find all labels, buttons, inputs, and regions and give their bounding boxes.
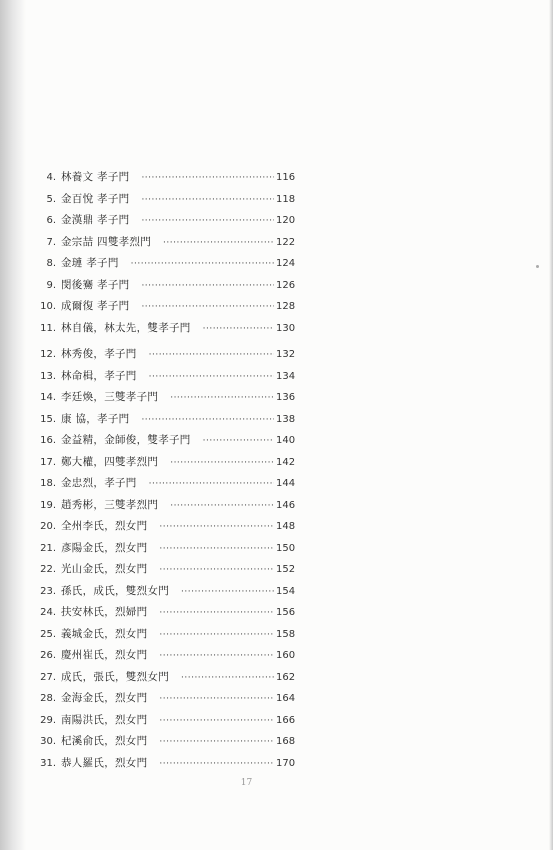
dot-leader	[159, 565, 274, 575]
toc-entry	[30, 647, 300, 669]
toc-entry	[30, 212, 300, 234]
toc-entry-number: 12.	[40, 349, 56, 360]
dot-leader	[141, 302, 274, 312]
toc-entry-number: 31.	[40, 757, 56, 769]
toc-entry-title: 成爾復 孝子門	[61, 300, 130, 312]
toc-entry	[30, 497, 300, 519]
toc-entry-title: 扶安林氏，烈婦門	[61, 606, 148, 618]
toc-entry	[30, 346, 300, 368]
dot-leader	[141, 415, 274, 425]
toc-entry-number: 29.	[40, 714, 56, 726]
toc-entry-number: 13.	[40, 370, 56, 382]
toc-entry-number: 23.	[40, 585, 56, 597]
toc-entry-title: 南陽洪氏，烈女門	[61, 713, 148, 726]
toc-entry-title: 恭人羅氏，烈女門	[61, 756, 148, 769]
dot-leader	[163, 238, 274, 248]
toc-entry-title: 成氏，張氏，雙烈女門	[61, 670, 169, 683]
toc-entry-page: 168	[276, 736, 296, 747]
toc-entry-page: 156	[276, 607, 296, 618]
toc-entry	[30, 389, 300, 411]
toc-entry	[30, 690, 300, 712]
toc-entry-title: 金忠烈，孝子門	[61, 477, 137, 489]
toc-entry	[30, 755, 300, 777]
toc-entry-page: 134	[276, 370, 296, 382]
dot-leader	[159, 544, 274, 554]
dot-leader	[159, 759, 274, 769]
dot-leader	[141, 173, 274, 183]
toc-entry	[30, 169, 300, 191]
dot-leader	[141, 281, 274, 291]
toc-entry-page: 130	[276, 322, 296, 334]
toc-entry-number: 15.	[40, 413, 56, 425]
toc-entry	[30, 475, 300, 497]
toc-entry	[30, 298, 300, 320]
toc-entry-page: 122	[276, 236, 296, 248]
dot-leader	[159, 608, 274, 618]
page-edge-shadow	[549, 0, 553, 850]
toc-entry-page: 116	[276, 172, 296, 183]
dot-leader	[159, 716, 274, 726]
toc-entry-page: 160	[276, 650, 296, 661]
toc-entry-title: 義城金氏，烈女門	[61, 627, 148, 640]
toc-entry	[30, 255, 300, 277]
dot-leader	[159, 694, 274, 704]
toc-entry-page: 132	[276, 349, 296, 360]
toc-entry	[30, 712, 300, 734]
toc-entry-page: 148	[276, 521, 296, 532]
toc-entry-page: 126	[276, 279, 296, 291]
dot-leader	[170, 458, 274, 468]
toc-entry-title: 金海金氏，烈女門	[61, 692, 148, 704]
toc-entry-title: 林秀俊，孝子門	[61, 348, 137, 360]
toc-entry-number: 26.	[40, 650, 56, 661]
toc-entry-number: 14.	[40, 392, 56, 403]
dot-leader	[181, 673, 274, 683]
dot-leader	[181, 587, 274, 597]
toc-entry-title: 趙秀彬，三雙孝烈門	[61, 498, 159, 511]
toc-entry-title: 慶州崔氏，烈女門	[61, 649, 148, 661]
toc-entry-title: 孫氏，成氏，雙烈女門	[61, 584, 169, 597]
toc-entry-number: 7.	[46, 236, 56, 248]
toc-entry-number: 16.	[40, 435, 56, 446]
page-number: 17	[240, 778, 253, 788]
toc-entry	[30, 277, 300, 299]
scan-speck	[536, 265, 539, 268]
toc-entry-title: 金宗喆 四雙孝烈門	[61, 235, 152, 248]
toc-entry	[30, 411, 300, 433]
toc-entry-page: 150	[276, 542, 296, 554]
toc-entry	[30, 368, 300, 390]
toc-entry-page: 136	[276, 392, 296, 403]
toc-entry	[30, 454, 300, 476]
toc-entry-page: 154	[276, 585, 296, 597]
toc-entry	[30, 191, 300, 213]
toc-entry	[30, 583, 300, 605]
dot-leader	[159, 522, 274, 532]
toc-entry-title: 李廷煥，三雙孝子門	[61, 391, 159, 403]
toc-entry-page: 162	[276, 671, 296, 683]
dot-leader	[141, 195, 274, 205]
toc-entry	[30, 733, 300, 755]
toc-entry-title: 閔後騫 孝子門	[61, 278, 130, 291]
toc-entry-number: 8.	[46, 258, 56, 269]
toc-entry-page: 128	[276, 301, 296, 312]
toc-entry-page: 158	[276, 628, 296, 640]
toc-entry-title: 金漢鼎 孝子門	[61, 214, 130, 226]
toc-entry-number: 11.	[40, 322, 56, 334]
toc-entry	[30, 604, 300, 626]
toc-entry-title: 光山金氏，烈女門	[61, 563, 148, 575]
page-gutter-shadow	[0, 0, 26, 850]
toc-entry-page: 140	[276, 435, 296, 446]
toc-entry-page: 124	[276, 258, 296, 269]
toc-entry-number: 20.	[40, 521, 56, 532]
toc-entry-title: 鄭大權，四雙孝烈門	[61, 455, 159, 468]
toc-entry-number: 9.	[46, 279, 56, 291]
table-of-contents	[30, 169, 300, 776]
toc-entry	[30, 669, 300, 691]
toc-entry-title: 林命楫，孝子門	[61, 369, 137, 382]
toc-entry	[30, 320, 300, 342]
dot-leader	[170, 393, 274, 403]
toc-entry	[30, 518, 300, 540]
dot-leader	[170, 501, 274, 511]
toc-entry-number: 10.	[40, 301, 56, 312]
toc-entry-title: 林自儀，林太先，雙孝子門	[61, 321, 191, 334]
toc-entry-number: 21.	[40, 542, 56, 554]
dot-leader	[203, 436, 274, 446]
toc-entry-title: 康 協，孝子門	[61, 412, 130, 425]
toc-entry	[30, 561, 300, 583]
toc-entry-number: 27.	[40, 671, 56, 683]
dot-leader	[149, 479, 274, 489]
toc-entry-title: 金益精，金師俊，雙孝子門	[61, 434, 191, 446]
toc-entry-page: 138	[276, 413, 296, 425]
toc-entry-page: 166	[276, 714, 296, 726]
toc-entry-page: 146	[276, 499, 296, 511]
toc-entry-number: 25.	[40, 628, 56, 640]
toc-entry-title: 杞溪俞氏，烈女門	[61, 735, 148, 747]
toc-entry-number: 22.	[40, 564, 56, 575]
toc-entry-page: 118	[276, 193, 296, 205]
dot-leader	[149, 372, 274, 382]
toc-entry-number: 5.	[46, 193, 56, 205]
toc-entry-page: 170	[276, 757, 296, 769]
dot-leader	[203, 324, 274, 334]
toc-entry-page: 152	[276, 564, 296, 575]
toc-entry	[30, 432, 300, 454]
toc-entry-number: 19.	[40, 499, 56, 511]
toc-entry	[30, 626, 300, 648]
toc-entry-number: 28.	[40, 693, 56, 704]
dot-leader	[131, 259, 274, 269]
toc-entry-number: 24.	[40, 607, 56, 618]
toc-entry-title: 林養文 孝子門	[61, 171, 130, 183]
dot-leader	[141, 216, 274, 226]
toc-entry-title: 金璉 孝子門	[61, 257, 119, 269]
dot-leader	[159, 630, 274, 640]
toc-entry-page: 120	[276, 215, 296, 226]
dot-leader	[159, 651, 274, 661]
toc-entry-number: 30.	[40, 736, 56, 747]
toc-entry-title: 全州李氏，烈女門	[61, 520, 148, 532]
toc-entry-number: 18.	[40, 478, 56, 489]
dot-leader	[149, 350, 274, 360]
toc-entry-page: 142	[276, 456, 296, 468]
toc-entry-title: 金百悅 孝子門	[61, 192, 130, 205]
toc-entry-title: 彥陽金氏，烈女門	[61, 541, 148, 554]
toc-entry-page: 144	[276, 478, 296, 489]
toc-entry-number: 17.	[40, 456, 56, 468]
toc-entry-number: 6.	[46, 215, 56, 226]
toc-entry-page: 164	[276, 693, 296, 704]
toc-entry-number: 4.	[46, 172, 56, 183]
toc-entry	[30, 234, 300, 256]
toc-entry	[30, 540, 300, 562]
dot-leader	[159, 737, 274, 747]
